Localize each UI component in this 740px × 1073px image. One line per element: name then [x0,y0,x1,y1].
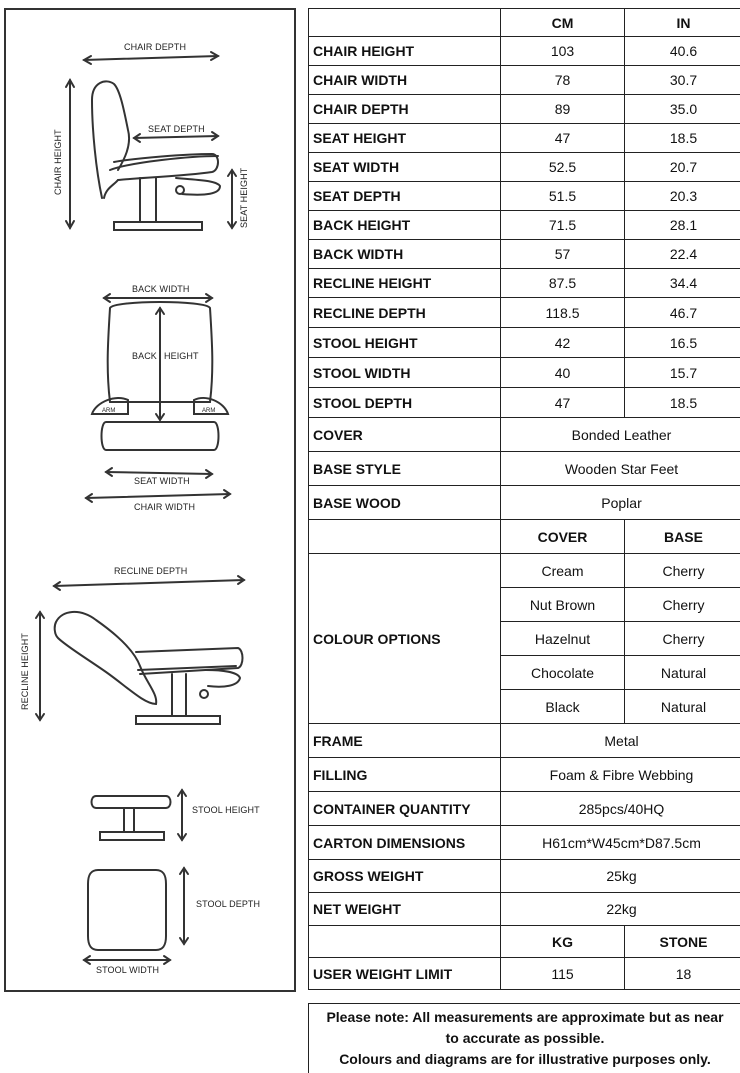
colour-header-empty-cell [309,520,501,554]
dimension-label: SEAT DEPTH [309,182,501,211]
dimension-in-value: 20.3 [625,182,740,211]
table-row [309,792,740,826]
dimension-label: RECLINE DEPTH [309,298,501,328]
dimension-cm-value: 103 [501,37,625,66]
table-row [309,388,740,418]
chair-front-view [86,294,230,502]
colour-base-value: Natural [625,690,740,724]
weight-header-empty-cell [309,926,501,958]
dimension-label: BACK WIDTH [309,240,501,269]
dimension-diagrams [6,10,298,994]
note-line-1: Please note: All measurements are approximate but as near [309,1007,740,1028]
stool-side-view [92,790,187,840]
table-row [309,37,740,66]
dimension-label: BACK HEIGHT [309,211,501,240]
label-height: HEIGHT [164,351,199,361]
table-row [309,358,740,388]
dimension-cm-value: 89 [501,95,625,124]
dimension-label: CHAIR HEIGHT [309,37,501,66]
label-seat-height: SEAT HEIGHT [239,167,249,228]
dimension-cm-value: 118.5 [501,298,625,328]
table-row [309,66,740,95]
frame-value: Metal [501,724,740,758]
table-row [309,211,740,240]
label-stool-width: STOOL WIDTH [96,965,159,975]
dimension-label: STOOL HEIGHT [309,328,501,358]
dimension-diagram-panel [4,8,296,992]
label-seat-width: SEAT WIDTH [134,476,190,486]
colour-header-row [309,520,740,554]
header-cm: CM [501,9,625,37]
dimension-label: STOOL WIDTH [309,358,501,388]
dimension-in-value: 20.7 [625,153,740,182]
net-label: NET WEIGHT [309,893,501,926]
colour-base-value: Cherry [625,622,740,656]
dimension-in-value: 46.7 [625,298,740,328]
colour-cover-value: Black [501,690,625,724]
dimension-in-value: 18.5 [625,124,740,153]
colour-base-value: Cherry [625,588,740,622]
colour-cover-value: Nut Brown [501,588,625,622]
colour-header-cover: COVER [501,520,625,554]
weight-header-row [309,926,740,958]
cover-value: Bonded Leather [501,418,740,452]
table-row [309,269,740,298]
colour-cover-value: Chocolate [501,656,625,690]
container-value: 285pcs/40HQ [501,792,740,826]
colour-options-label: COLOUR OPTIONS [309,554,501,724]
note-line-3: Colours and diagrams are for illustrative purposes only. [309,1049,740,1070]
label-chair-height: CHAIR HEIGHT [53,129,63,195]
disclaimer-note [308,1003,740,1073]
chair-recline-view [36,576,244,724]
colour-base-value: Cherry [625,554,740,588]
dimension-cm-value: 47 [501,388,625,418]
base-wood-value: Poplar [501,486,740,520]
label-stool-height: STOOL HEIGHT [192,805,260,815]
dimension-in-value: 18.5 [625,388,740,418]
dimension-cm-value: 42 [501,328,625,358]
container-label: CONTAINER QUANTITY [309,792,501,826]
dimension-label: CHAIR DEPTH [309,95,501,124]
label-chair-depth: CHAIR DEPTH [124,42,186,52]
user-weight-limit-stone: 18 [625,958,740,990]
note-line-2: to accurate as possible. [309,1028,740,1049]
table-row [309,893,740,926]
dimension-cm-value: 52.5 [501,153,625,182]
specification-table [308,8,740,990]
user-weight-limit-label: USER WEIGHT LIMIT [309,958,501,990]
header-empty-cell [309,9,501,37]
dimension-cm-value: 40 [501,358,625,388]
label-back-width: BACK WIDTH [132,284,190,294]
header-in: IN [625,9,740,37]
user-weight-limit-kg: 115 [501,958,625,990]
filling-value: Foam & Fibre Webbing [501,758,740,792]
weight-header-stone: STONE [625,926,740,958]
table-row [309,758,740,792]
dimension-cm-value: 71.5 [501,211,625,240]
dimension-in-value: 35.0 [625,95,740,124]
table-row [309,182,740,211]
dimension-in-value: 16.5 [625,328,740,358]
dimension-in-value: 28.1 [625,211,740,240]
colour-header-base: BASE [625,520,740,554]
table-row [309,298,740,328]
dimension-label: RECLINE HEIGHT [309,269,501,298]
dimension-in-value: 30.7 [625,66,740,95]
filling-label: FILLING [309,758,501,792]
dimension-label: SEAT WIDTH [309,153,501,182]
weight-header-kg: KG [501,926,625,958]
dimension-in-value: 22.4 [625,240,740,269]
dimension-cm-value: 87.5 [501,269,625,298]
colour-cover-value: Cream [501,554,625,588]
carton-label: CARTON DIMENSIONS [309,826,501,860]
carton-value: H61cm*W45cm*D87.5cm [501,826,740,860]
table-row [309,724,740,758]
dimension-cm-value: 51.5 [501,182,625,211]
table-row [309,153,740,182]
table-row [309,95,740,124]
label-back: BACK [132,351,157,361]
label-stool-depth: STOOL DEPTH [196,899,260,909]
label-recline-height: RECLINE HEIGHT [20,633,30,710]
table-row [309,328,740,358]
label-seat-depth: SEAT DEPTH [148,124,205,134]
gross-value: 25kg [501,860,740,893]
table-row [309,826,740,860]
table-row [309,240,740,269]
net-value: 22kg [501,893,740,926]
gross-label: GROSS WEIGHT [309,860,501,893]
table-row [309,486,740,520]
colour-base-value: Natural [625,656,740,690]
dimension-cm-value: 57 [501,240,625,269]
label-arm-left: ARM [102,408,115,414]
dimension-label: STOOL DEPTH [309,388,501,418]
table-row [309,452,740,486]
base-style-value: Wooden Star Feet [501,452,740,486]
dimension-in-value: 15.7 [625,358,740,388]
label-arm-right: ARM [202,408,215,414]
dimension-in-value: 34.4 [625,269,740,298]
label-chair-width: CHAIR WIDTH [134,502,195,512]
dimension-label: CHAIR WIDTH [309,66,501,95]
dimension-label: SEAT HEIGHT [309,124,501,153]
colour-cover-value: Hazelnut [501,622,625,656]
table-header-row [309,9,740,37]
table-row [309,860,740,893]
table-row [309,418,740,452]
frame-label: FRAME [309,724,501,758]
table-row [309,958,740,990]
table-row [309,124,740,153]
label-recline-depth: RECLINE DEPTH [114,566,187,576]
base-wood-label: BASE WOOD [309,486,501,520]
base-style-label: BASE STYLE [309,452,501,486]
stool-top-view [84,868,188,964]
chair-side-view [66,52,236,230]
cover-label: COVER [309,418,501,452]
dimension-cm-value: 78 [501,66,625,95]
colour-row [309,554,740,588]
dimension-in-value: 40.6 [625,37,740,66]
dimension-cm-value: 47 [501,124,625,153]
